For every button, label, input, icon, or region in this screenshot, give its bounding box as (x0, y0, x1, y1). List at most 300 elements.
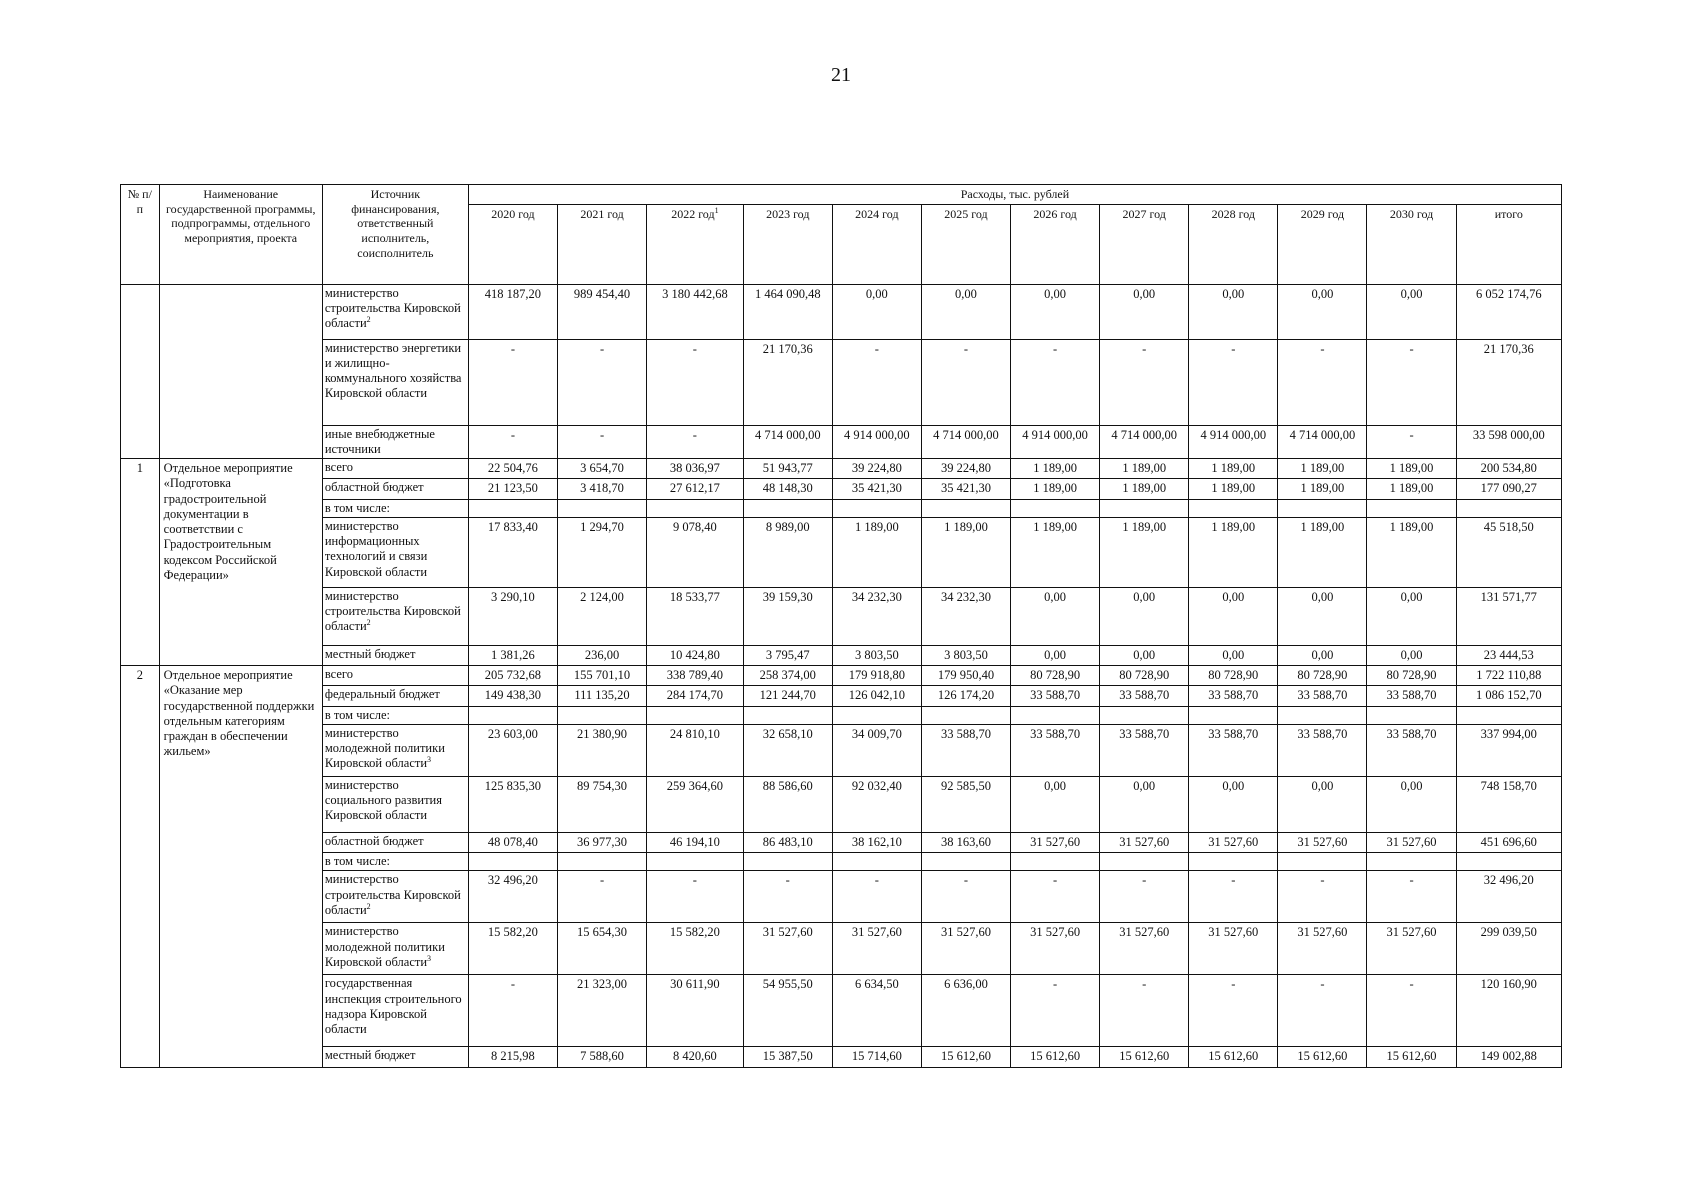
year-value (832, 706, 921, 724)
year-value: 30 611,90 (647, 975, 744, 1047)
footnote-mark: 2 (366, 314, 371, 324)
year-value: - (743, 871, 832, 923)
year-value: 3 795,47 (743, 645, 832, 665)
table-row (121, 645, 1562, 665)
funding-source: министерство социального развития Кировской области (322, 776, 468, 832)
total-value: 1 086 152,70 (1456, 686, 1561, 706)
year-value: 89 754,30 (557, 776, 646, 832)
year-value: - (468, 975, 557, 1047)
year-value (468, 853, 557, 871)
funding-source: министерство энергетики и жилищно-коммунального хозяйства Кировской области (322, 339, 468, 425)
year-value: 1 381,26 (468, 645, 557, 665)
year-value: 1 464 090,48 (743, 284, 832, 339)
year-value: - (1278, 871, 1367, 923)
year-value: 6 634,50 (832, 975, 921, 1047)
year-value: 258 374,00 (743, 666, 832, 686)
year-value: 15 582,20 (468, 923, 557, 975)
year-value: 1 189,00 (1100, 517, 1189, 587)
year-value (647, 499, 744, 517)
year-value (468, 706, 557, 724)
year-value: 31 527,60 (921, 923, 1010, 975)
header-year: 2026 год (1011, 204, 1100, 284)
total-value: 45 518,50 (1456, 517, 1561, 587)
total-value: 337 994,00 (1456, 724, 1561, 776)
year-value: 1 189,00 (1278, 459, 1367, 479)
year-value (1011, 706, 1100, 724)
header-no: № п/п (121, 185, 160, 285)
year-value: 126 174,20 (921, 686, 1010, 706)
year-value (647, 706, 744, 724)
header-year: 2027 год (1100, 204, 1189, 284)
year-value: 1 189,00 (1100, 479, 1189, 499)
header-name: Наименование государственной программы, подпрограммы, отдельного мероприятия, проекта (159, 185, 322, 285)
year-value: 6 636,00 (921, 975, 1010, 1047)
year-value (743, 499, 832, 517)
year-value: - (921, 871, 1010, 923)
row-number (121, 284, 160, 459)
year-value: 31 527,60 (1278, 923, 1367, 975)
funding-source: областной бюджет (322, 832, 468, 852)
table-row (121, 666, 1562, 686)
header-year: 2021 год (557, 204, 646, 284)
total-value: 6 052 174,76 (1456, 284, 1561, 339)
year-value: 33 588,70 (1011, 686, 1100, 706)
year-value: - (468, 339, 557, 425)
year-value: - (1011, 871, 1100, 923)
year-value: 0,00 (1278, 284, 1367, 339)
year-value: 989 454,40 (557, 284, 646, 339)
year-value: 0,00 (1011, 645, 1100, 665)
year-value: 284 174,70 (647, 686, 744, 706)
table-row (121, 686, 1562, 706)
table-row (121, 284, 1562, 339)
year-value: 33 588,70 (1100, 686, 1189, 706)
year-value: 27 612,17 (647, 479, 744, 499)
year-value: 23 603,00 (468, 724, 557, 776)
header-year: 2030 год (1367, 204, 1456, 284)
footnote-mark: 2 (366, 618, 371, 628)
year-value (921, 499, 1010, 517)
year-value: - (647, 425, 744, 459)
year-value: 22 504,76 (468, 459, 557, 479)
year-value: 0,00 (1278, 587, 1367, 645)
year-value: 9 078,40 (647, 517, 744, 587)
year-value: 31 527,60 (832, 923, 921, 975)
year-value (1100, 499, 1189, 517)
year-value: 15 654,30 (557, 923, 646, 975)
table-body (121, 284, 1562, 1067)
year-value: 31 527,60 (1011, 923, 1100, 975)
year-value: 33 588,70 (1367, 724, 1456, 776)
year-value (1189, 853, 1278, 871)
page-number: 21 (831, 64, 851, 86)
year-value (557, 706, 646, 724)
table-header (121, 185, 1562, 285)
year-value: 149 438,30 (468, 686, 557, 706)
year-value: 1 189,00 (832, 517, 921, 587)
year-value: 80 728,90 (1367, 666, 1456, 686)
table-row (121, 339, 1562, 425)
total-value: 200 534,80 (1456, 459, 1561, 479)
year-value (743, 706, 832, 724)
year-value: 0,00 (1367, 776, 1456, 832)
year-value: 15 714,60 (832, 1047, 921, 1067)
year-value: 32 658,10 (743, 724, 832, 776)
year-value: 1 189,00 (1278, 479, 1367, 499)
header-year: 2020 год (468, 204, 557, 284)
year-value: 15 612,60 (1278, 1047, 1367, 1067)
total-value: 299 039,50 (1456, 923, 1561, 975)
table-row (121, 776, 1562, 832)
year-value: - (832, 871, 921, 923)
year-value (1278, 853, 1367, 871)
year-value: 3 290,10 (468, 587, 557, 645)
year-value: - (1011, 975, 1100, 1047)
year-value: - (1100, 871, 1189, 923)
year-value: - (832, 339, 921, 425)
year-value (1189, 499, 1278, 517)
activity-name: Отдельное мероприятие «Подготовка градостроительной документации в соответствии с Градостроительным кодексом Российской Федерации» (159, 459, 322, 666)
total-value: 32 496,20 (1456, 871, 1561, 923)
header-year: 2029 год (1278, 204, 1367, 284)
year-value: 33 588,70 (921, 724, 1010, 776)
year-value: 51 943,77 (743, 459, 832, 479)
year-value: 0,00 (1367, 587, 1456, 645)
year-value: 0,00 (1100, 645, 1189, 665)
header-year: 2023 год (743, 204, 832, 284)
year-value: 0,00 (1100, 284, 1189, 339)
total-value: 33 598 000,00 (1456, 425, 1561, 459)
year-value: 31 527,60 (1011, 832, 1100, 852)
year-value: 0,00 (1011, 587, 1100, 645)
year-value: 80 728,90 (1011, 666, 1100, 686)
year-value: 205 732,68 (468, 666, 557, 686)
year-value: 31 527,60 (1367, 832, 1456, 852)
table-row (121, 853, 1562, 871)
year-value: 8 215,98 (468, 1047, 557, 1067)
total-value (1456, 853, 1561, 871)
year-value (1011, 499, 1100, 517)
year-value: - (1367, 425, 1456, 459)
footnote-mark: 2 (366, 901, 371, 911)
table-row (121, 832, 1562, 852)
year-value: 34 232,30 (921, 587, 1010, 645)
year-value: 35 421,30 (921, 479, 1010, 499)
year-value: 1 189,00 (1100, 459, 1189, 479)
year-value: 31 527,60 (1100, 832, 1189, 852)
year-value: 4 914 000,00 (1189, 425, 1278, 459)
funding-source: министерство строительства Кировской области$^2$ (322, 871, 468, 923)
year-value: 15 582,20 (647, 923, 744, 975)
year-value: 88 586,60 (743, 776, 832, 832)
year-value (1367, 853, 1456, 871)
year-value: 1 189,00 (1367, 517, 1456, 587)
total-value: 131 571,77 (1456, 587, 1561, 645)
year-value: 10 424,80 (647, 645, 744, 665)
total-value: 177 090,27 (1456, 479, 1561, 499)
year-value: - (557, 425, 646, 459)
year-value: - (647, 339, 744, 425)
year-value: 34 232,30 (832, 587, 921, 645)
year-value: 33 588,70 (1189, 724, 1278, 776)
header-year: 2028 год (1189, 204, 1278, 284)
year-value: 2 124,00 (557, 587, 646, 645)
year-value: 39 224,80 (921, 459, 1010, 479)
year-value: 15 612,60 (1100, 1047, 1189, 1067)
year-value: 0,00 (1278, 776, 1367, 832)
row-number: 1 (121, 459, 160, 666)
year-value: 1 189,00 (1189, 517, 1278, 587)
year-value: 18 533,77 (647, 587, 744, 645)
year-value: 92 585,50 (921, 776, 1010, 832)
total-value: 1 722 110,88 (1456, 666, 1561, 686)
year-value: 4 714 000,00 (1100, 425, 1189, 459)
year-value: 86 483,10 (743, 832, 832, 852)
funding-source: министерство молодежной политики Кировской области$^3$ (322, 724, 468, 776)
year-value: 17 833,40 (468, 517, 557, 587)
total-value: 748 158,70 (1456, 776, 1561, 832)
header-year: 2024 год (832, 204, 921, 284)
year-value: - (1100, 975, 1189, 1047)
year-value: 21 323,00 (557, 975, 646, 1047)
year-value: 1 189,00 (1189, 479, 1278, 499)
year-value: 15 612,60 (1189, 1047, 1278, 1067)
year-value: 33 588,70 (1278, 724, 1367, 776)
year-value: 3 654,70 (557, 459, 646, 479)
total-value: 149 002,88 (1456, 1047, 1561, 1067)
year-value: 46 194,10 (647, 832, 744, 852)
year-value (468, 499, 557, 517)
footnote-mark: 1 (714, 205, 719, 215)
year-value (1367, 499, 1456, 517)
year-value: 4 714 000,00 (1278, 425, 1367, 459)
year-value: 39 159,30 (743, 587, 832, 645)
header-year: итого (1456, 204, 1561, 284)
year-value: 92 032,40 (832, 776, 921, 832)
year-value: 33 588,70 (1100, 724, 1189, 776)
year-value: 33 588,70 (1278, 686, 1367, 706)
funding-source: местный бюджет (322, 645, 468, 665)
year-value: 3 180 442,68 (647, 284, 744, 339)
table-row (121, 706, 1562, 724)
year-value: 179 950,40 (921, 666, 1010, 686)
year-value: 0,00 (1367, 284, 1456, 339)
year-value: 0,00 (1189, 284, 1278, 339)
year-value: 1 189,00 (1367, 479, 1456, 499)
table-row (121, 1047, 1562, 1067)
year-value: 1 189,00 (1367, 459, 1456, 479)
year-value: 1 189,00 (921, 517, 1010, 587)
year-value: - (1011, 339, 1100, 425)
year-value: 4 714 000,00 (921, 425, 1010, 459)
year-value (1278, 499, 1367, 517)
year-value (1367, 706, 1456, 724)
year-value (557, 499, 646, 517)
year-value: 38 162,10 (832, 832, 921, 852)
year-value: 35 421,30 (832, 479, 921, 499)
funding-source: государственная инспекция строительного надзора Кировской области (322, 975, 468, 1047)
year-value: 15 387,50 (743, 1047, 832, 1067)
year-value: 33 588,70 (1189, 686, 1278, 706)
funding-source: всего (322, 459, 468, 479)
year-value (1100, 853, 1189, 871)
header-year: 2025 год (921, 204, 1010, 284)
year-value: 1 189,00 (1011, 459, 1100, 479)
year-value: 0,00 (1100, 776, 1189, 832)
year-value: 31 527,60 (1189, 832, 1278, 852)
funding-source: областной бюджет (322, 479, 468, 499)
year-value: 155 701,10 (557, 666, 646, 686)
funding-source: иные внебюджетные источники (322, 425, 468, 459)
total-value: 120 160,90 (1456, 975, 1561, 1047)
header-expenses: Расходы, тыс. рублей (468, 185, 1561, 205)
year-value: 3 418,70 (557, 479, 646, 499)
year-value: 338 789,40 (647, 666, 744, 686)
year-value: - (1367, 871, 1456, 923)
total-value (1456, 706, 1561, 724)
year-value: - (1100, 339, 1189, 425)
table-row (121, 459, 1562, 479)
year-value: 54 955,50 (743, 975, 832, 1047)
year-value: 34 009,70 (832, 724, 921, 776)
total-value: 21 170,36 (1456, 339, 1561, 425)
year-value (832, 499, 921, 517)
year-value: - (468, 425, 557, 459)
table-row (121, 499, 1562, 517)
year-value: 8 989,00 (743, 517, 832, 587)
funding-source: министерство строительства Кировской области$^2$ (322, 587, 468, 645)
year-value: 418 187,20 (468, 284, 557, 339)
table-row (121, 587, 1562, 645)
row-number: 2 (121, 666, 160, 1068)
funding-source: в том числе: (322, 499, 468, 517)
year-value (1278, 706, 1367, 724)
table-row (121, 871, 1562, 923)
year-value: 4 914 000,00 (1011, 425, 1100, 459)
total-value: 451 696,60 (1456, 832, 1561, 852)
funding-source: в том числе: (322, 853, 468, 871)
year-value (743, 853, 832, 871)
year-value: 31 527,60 (743, 923, 832, 975)
year-value: 4 714 000,00 (743, 425, 832, 459)
year-value: 0,00 (921, 284, 1010, 339)
year-value: - (647, 871, 744, 923)
year-value: 126 042,10 (832, 686, 921, 706)
year-value: 0,00 (1367, 645, 1456, 665)
year-value: - (921, 339, 1010, 425)
year-value: - (1367, 339, 1456, 425)
footnote-mark: 3 (427, 953, 432, 963)
year-value: 0,00 (1278, 645, 1367, 665)
year-value: 39 224,80 (832, 459, 921, 479)
year-value: 21 170,36 (743, 339, 832, 425)
year-value: 1 189,00 (1189, 459, 1278, 479)
table-row (121, 724, 1562, 776)
funding-source: министерство информационных технологий и связи Кировской области (322, 517, 468, 587)
year-value: 121 244,70 (743, 686, 832, 706)
year-value: 48 078,40 (468, 832, 557, 852)
year-value: 38 036,97 (647, 459, 744, 479)
year-value: - (1189, 339, 1278, 425)
year-value (557, 853, 646, 871)
year-value: - (1278, 339, 1367, 425)
year-value: 38 163,60 (921, 832, 1010, 852)
year-value: 31 527,60 (1367, 923, 1456, 975)
year-value: 3 803,50 (832, 645, 921, 665)
year-value (921, 706, 1010, 724)
year-value: - (1189, 871, 1278, 923)
table-row (121, 479, 1562, 499)
year-value (832, 853, 921, 871)
funding-source: министерство строительства Кировской области$^2$ (322, 284, 468, 339)
year-value (647, 853, 744, 871)
year-value: - (557, 339, 646, 425)
year-value: 15 612,60 (1367, 1047, 1456, 1067)
funding-source: федеральный бюджет (322, 686, 468, 706)
year-value: 36 977,30 (557, 832, 646, 852)
header-year: 2022 год$^1$ (647, 204, 744, 284)
funding-source: всего (322, 666, 468, 686)
year-value: 259 364,60 (647, 776, 744, 832)
year-value: 1 294,70 (557, 517, 646, 587)
year-value (1189, 706, 1278, 724)
budget-table (120, 184, 1562, 1068)
activity-name (159, 284, 322, 459)
year-value: - (1278, 975, 1367, 1047)
year-value: 7 588,60 (557, 1047, 646, 1067)
activity-name: Отдельное мероприятие «Оказание мер государственной поддержки отдельным категориям граждан в обеспечении жильем» (159, 666, 322, 1068)
year-value (1100, 706, 1189, 724)
year-value: 0,00 (1100, 587, 1189, 645)
year-value: 15 612,60 (1011, 1047, 1100, 1067)
year-value: 4 914 000,00 (832, 425, 921, 459)
year-value: 21 123,50 (468, 479, 557, 499)
year-value: 33 588,70 (1011, 724, 1100, 776)
year-value: 24 810,10 (647, 724, 744, 776)
year-value: 33 588,70 (1367, 686, 1456, 706)
year-value: 8 420,60 (647, 1047, 744, 1067)
year-value (1011, 853, 1100, 871)
year-value: 32 496,20 (468, 871, 557, 923)
year-value: 111 135,20 (557, 686, 646, 706)
year-value: - (557, 871, 646, 923)
year-value: 80 728,90 (1278, 666, 1367, 686)
table-row (121, 517, 1562, 587)
year-value: 1 189,00 (1278, 517, 1367, 587)
year-value: 0,00 (832, 284, 921, 339)
year-value: 125 835,30 (468, 776, 557, 832)
year-value: 1 189,00 (1011, 479, 1100, 499)
year-value: 0,00 (1189, 587, 1278, 645)
year-value: - (1189, 975, 1278, 1047)
year-value: 236,00 (557, 645, 646, 665)
year-value: 31 527,60 (1100, 923, 1189, 975)
year-value: 80 728,90 (1100, 666, 1189, 686)
total-value (1456, 499, 1561, 517)
funding-source: министерство молодежной политики Кировской области$^3$ (322, 923, 468, 975)
header-source: Источник финансирования, ответственный исполнитель, соисполнитель (322, 185, 468, 285)
year-value: 179 918,80 (832, 666, 921, 686)
year-value: 3 803,50 (921, 645, 1010, 665)
year-value: 21 380,90 (557, 724, 646, 776)
year-value: 0,00 (1011, 284, 1100, 339)
year-value: 15 612,60 (921, 1047, 1010, 1067)
year-value: 0,00 (1189, 645, 1278, 665)
year-value: 0,00 (1011, 776, 1100, 832)
table-row (121, 923, 1562, 975)
total-value: 23 444,53 (1456, 645, 1561, 665)
year-value: 0,00 (1189, 776, 1278, 832)
